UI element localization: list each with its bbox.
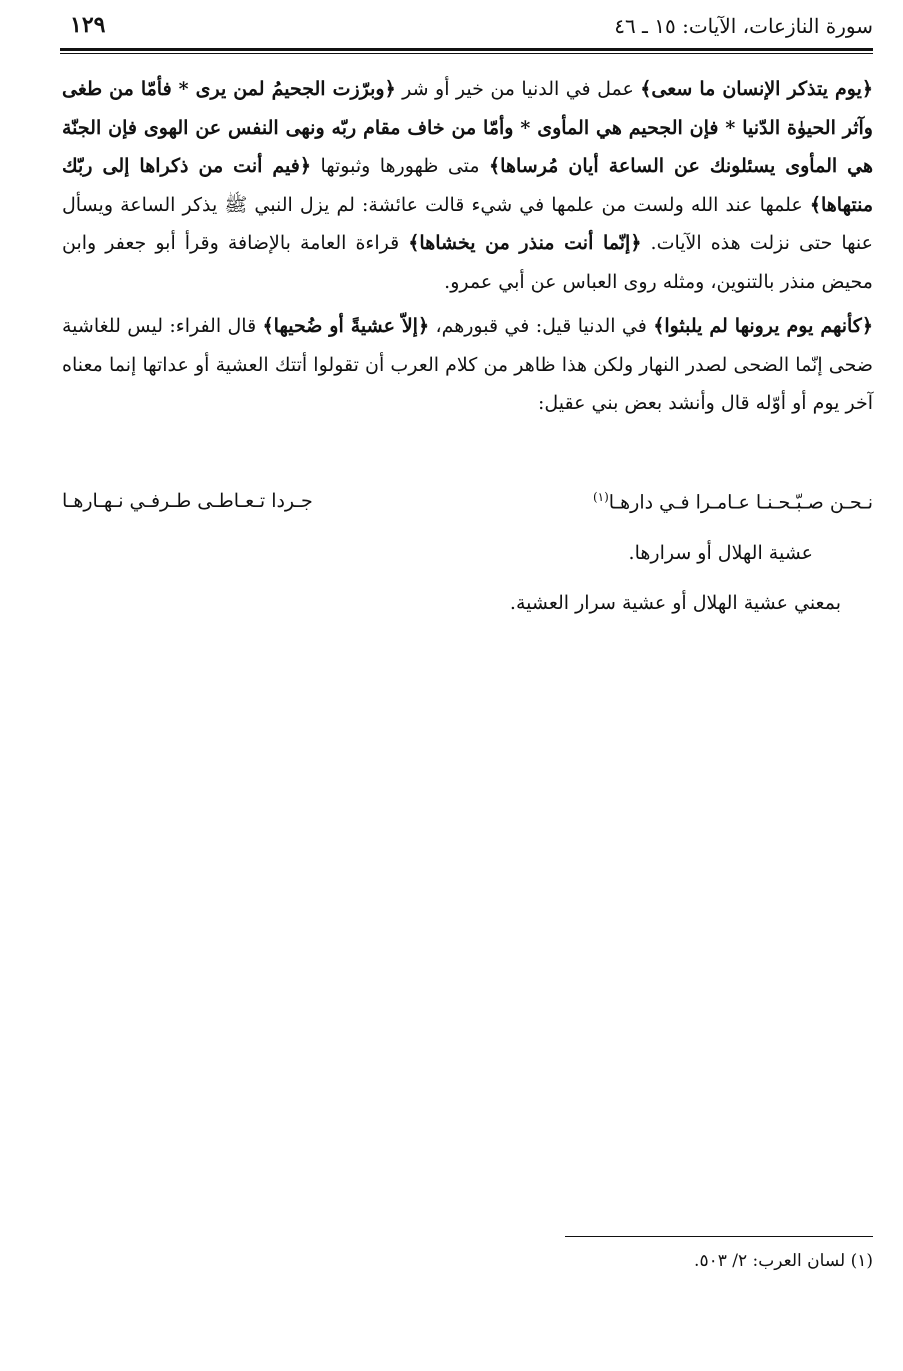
footnote: (١) لسان العرب: ٢/ ٥٠٣. — [694, 1251, 873, 1271]
quran-quote: ﴿إنّما أنت منذر من يخشاها﴾ — [408, 232, 642, 254]
commentary-text: علمها عند الله ولست من علمها في شيء قالت عائشة: لم يزل النبي ﷺ يذكر الساعة ويسأل عنها حتى نزلت هذه الآيات. — [62, 193, 873, 254]
footnote-rule — [565, 1236, 873, 1237]
commentary-text: عمل في الدنيا من خير أو شر — [395, 78, 641, 100]
verse-hemistich-second: جـردا تـعـاطـى طـرفـي نـهـارهـا — [62, 490, 313, 512]
commentary-text: متى ظهورها وثبوتها — [311, 155, 490, 177]
commentary-text: في الدنيا قيل: في قبورهم، — [429, 315, 654, 337]
paragraph-2 — [62, 307, 873, 423]
quran-quote: ﴿وبرّزت الجحيمُ لمن يرى * فأمّا من طغى وآثر الحيوٰة الدّنيا * فإن الجحيم هي المأوى * وأمّا من خاف مقام ربّه ونهى النفس عن الهوى فإن الجنّة هي المأوى يسئلونك عن الساعة أيان مُرساها﴾ — [62, 78, 874, 177]
hemistich-text: نـحـن صـبّـحـنـا عـامـرا فـي دارهـا — [608, 491, 873, 514]
commentary-text: قراءة العامة بالإضافة وقرأ أبو جعفر وابن محيض منذر بالتنوين، ومثله روى العباس عن أبي عمرو. — [62, 232, 873, 293]
quran-quote: ﴿إلاّ عشيةً أو ضُحيها﴾ — [262, 315, 430, 337]
verse-hemistich-first — [593, 490, 873, 513]
verse-explanation: بمعني عشية الهلال أو عشية سرار العشية. — [509, 592, 841, 614]
quran-quote: ﴿فيم أنت من ذكراها إلى ربّك منتهاها﴾ — [62, 155, 873, 216]
page-number: ١٢٩ — [70, 12, 106, 38]
page-header — [60, 8, 873, 46]
running-title: سورة النازعات، الآيات: ١٥ ـ ٤٦ — [614, 14, 873, 38]
main-text — [62, 70, 873, 423]
header-rule — [60, 48, 873, 54]
quran-quote: ﴿يوم يتذكر الإنسان ما سعى﴾ — [640, 78, 874, 100]
verse-continuation: عشية الهلال أو سرارها. — [628, 542, 813, 564]
quran-quote: ﴿كأنهم يوم يرونها لم يلبثوا﴾ — [653, 315, 873, 337]
paragraph-1 — [62, 70, 873, 301]
commentary-text: قال الفراء: ليس للغاشية ضحى إنّما الضحى لصدر النهار ولكن هذا ظاهر من كلام العرب أن تقولوا أتتك العشية أو عداتها إنما معناه آخر يوم أو أوّله قال وأنشد بعض بني عقيل: — [62, 315, 873, 414]
footnote-ref: (١) — [592, 490, 609, 504]
poetry-verse — [62, 490, 873, 528]
